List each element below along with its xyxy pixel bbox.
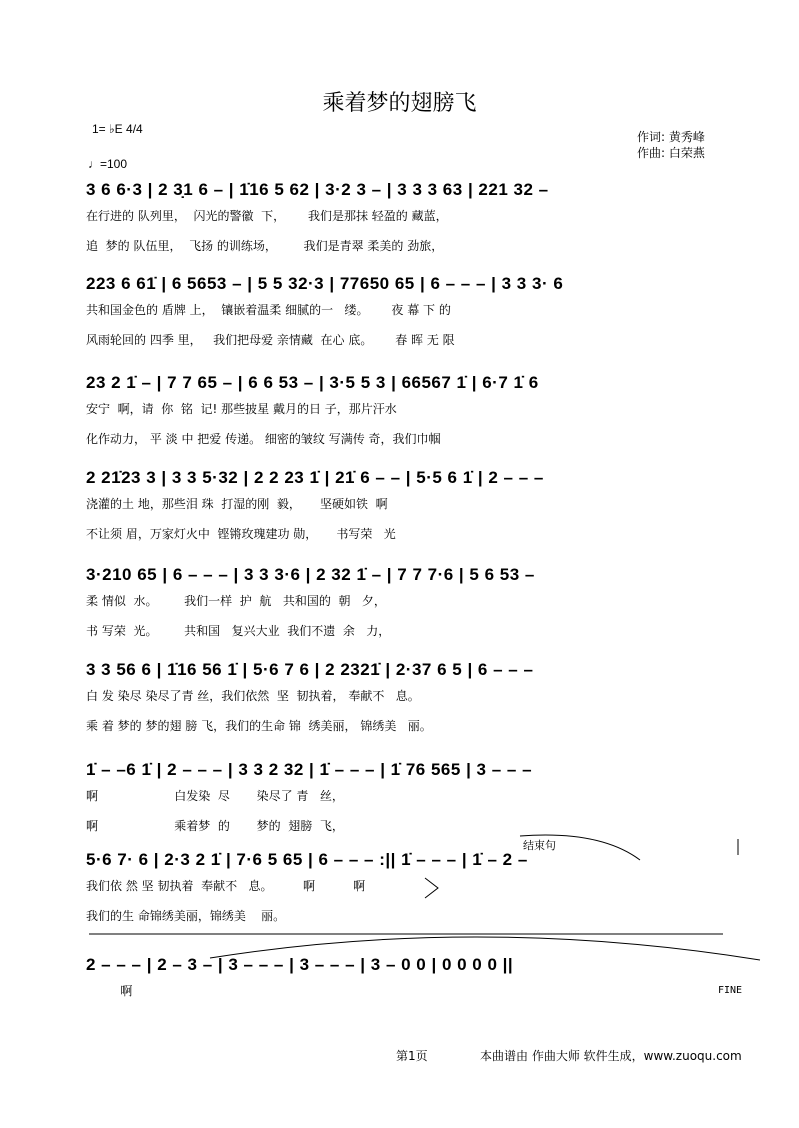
lyric-verse-1: 在行进的 队列里， 闪光的警徽 下， 我们是那抹 轻盈的 藏蓝，	[86, 209, 448, 223]
composer-credit: 作曲: 白荣燕	[637, 146, 705, 160]
notation-row: 23 2 1̇ – | 7 7 65 – | 6 6 53 – | 3·5 5 3 | 66567 1̇ | 6·7 1̇ 6	[86, 373, 539, 392]
lyric-verse-2: 乘 着 梦的 梦的翅 膀 飞，我们的生命 锦 绣美丽， 锦绣美 丽。	[86, 719, 432, 733]
notation-row: 3·210 65 | 6 – – – | 3 3 3·6 | 2 32 1̇ – | 7 7 7·6 | 5 6 53 –	[86, 565, 535, 584]
notation-row: 2 – – – | 2 – 3 – | 3 – – – | 3 – – – | 3 – 0 0 | 0 0 0 0 ||	[86, 955, 514, 974]
tempo-marking: ♩=100	[88, 157, 128, 171]
lyric-verse-2: 我们的生 命锦绣美丽，锦绣美 丽。	[86, 909, 286, 923]
notation-row: 1̇ – –6 1̇ | 2 – – – | 3 3 2 32 | 1̇ – – – | 1̇ 76 565 | 3 – – –	[86, 760, 533, 779]
lyric-verse-1: 我们依 然 坚 韧执着 奉献不 息。 啊 啊	[86, 879, 366, 893]
lyric-verse-2: 不让须 眉，万家灯火中 铿锵玫瑰建功 勋， 书写荣 光	[86, 527, 396, 541]
lyric-verse-1: 啊 白发染 尽 染尽了 青 丝，	[86, 789, 344, 803]
coda-label: 结束句	[523, 839, 556, 852]
key-signature: 1= ♭E 4/4	[92, 122, 143, 136]
notation-row: 2 21̇23 3 | 3 3 5·32 | 2 2 23 1̇ | 21̇ 6 – – | 5·5 6 1̇ | 2 – – –	[86, 468, 544, 487]
lyricist-credit: 作词: 黄秀峰	[637, 130, 705, 144]
page-number: 第1页	[396, 1049, 428, 1063]
fine-label: FINE	[718, 985, 743, 996]
lyric-verse-2: 追 梦的 队伍里， 飞扬 的训练场， 我们是青翠 柔美的 劲旅，	[86, 239, 444, 253]
lyric-verse-1: 安宁 啊，请 你 铭 记! 那些披星 戴月的日 子，那片汗水	[86, 402, 397, 416]
notation-row: 3 6 6·3 | 2 3̣1 6 – | 1̇16 5 62 | 3·2 3 – | 3 3 3 63 | 221 32 –	[86, 180, 549, 199]
notation-row: 223 6 61̇ | 6 5653 – | 5 5 32·3 | 77650 65 | 6 – – – | 3 3 3· 6	[86, 274, 564, 293]
lyric-verse-2: 啊 乘着梦 的 梦的 翅膀 飞，	[86, 819, 344, 833]
lyric-verse-1: 柔 情似 水。 我们一样 护 航 共和国的 朝 夕，	[86, 594, 386, 608]
lyric-verse-2: 书 写荣 光。 共和国 复兴大业 我们不遗 余 力，	[86, 624, 391, 638]
lyric-verse-1: 啊	[86, 984, 133, 998]
lyric-verse-2: 风雨轮回的 四季 里， 我们把母爱 亲情藏 在心 底。 春 晖 无 限	[86, 333, 455, 347]
software-credit: 本曲谱由 作曲大师 软件生成，www.zuoqu.com	[480, 1049, 742, 1063]
lyric-verse-1: 共和国金色的 盾牌 上， 镶嵌着温柔 细腻的一 缕。 夜 幕 下 的	[86, 303, 451, 317]
notation-row: 5·6 7· 6 | 2·3 2 1̇ | 7·6 5 65 | 6 – – – :|| 1̇ – – – | 1̇ – 2 –	[86, 850, 528, 869]
lyric-verse-1: 白 发 染尽 染尽了青 丝，我们依然 坚 韧执着， 奉献不 息。	[86, 689, 420, 703]
lyric-verse-2: 化作动力， 平 淡 中 把爱 传递。 细密的皱纹 写满传 奇，我们巾帼	[86, 432, 441, 446]
notation-row: 3 3 56 6 | 1̇16 56 1̇ | 5·6 7 6 | 2 2321̇ | 2·37 6 5 | 6 – – –	[86, 660, 534, 679]
lyric-verse-1: 浇灌的土 地，那些泪 珠 打湿的刚 毅， 坚硬如铁 啊	[86, 497, 388, 511]
song-title: 乘着梦的翅膀飞	[322, 91, 477, 116]
